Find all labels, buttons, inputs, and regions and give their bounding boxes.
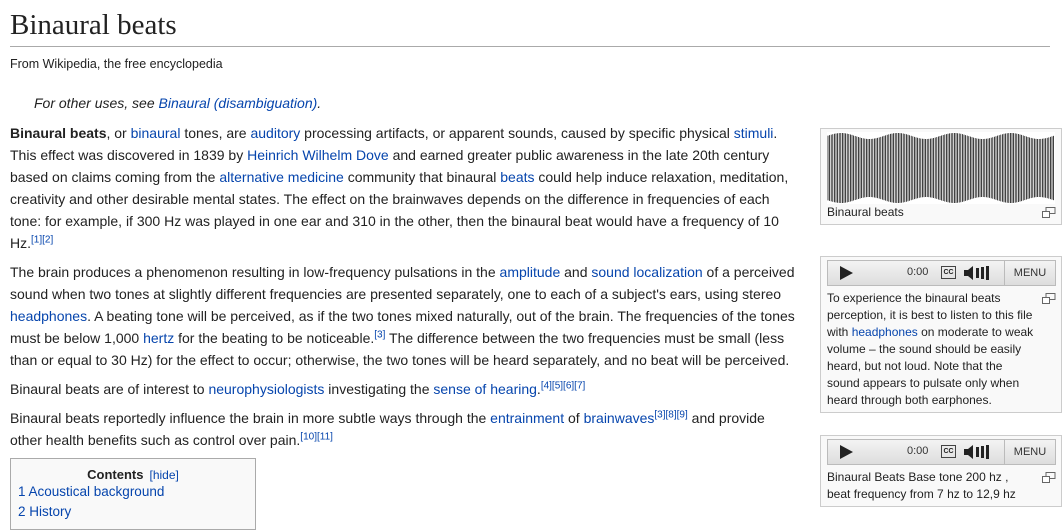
table-of-contents	[10, 458, 256, 530]
citation-ref[interactable]: [3][8][9]	[654, 409, 688, 421]
volume-icon[interactable]	[964, 444, 994, 460]
text-run: and provide other health benefits such as control over pain.	[10, 410, 765, 448]
citation-ref[interactable]: [4][5][6][7]	[540, 380, 586, 392]
wiki-link[interactable]: amplitude	[499, 264, 561, 280]
paragraph-brain	[10, 261, 800, 371]
page-title: Binaural beats	[10, 8, 1050, 47]
text-run: and earned greater public awareness in the late 20th century based on claims coming from the	[10, 147, 770, 185]
bold-term: Binaural beats	[10, 125, 107, 141]
enlarge-icon[interactable]	[1042, 472, 1056, 483]
article-body	[10, 122, 800, 458]
wiki-link[interactable]: stimuli	[733, 125, 774, 141]
hatnote	[34, 95, 321, 111]
enlarge-icon[interactable]	[1042, 207, 1056, 218]
wiki-link[interactable]: neurophysiologists	[208, 381, 325, 397]
text-run: for the beating to be noticeable.	[174, 330, 375, 346]
text-run: , or	[106, 125, 131, 141]
text-run: processing artifacts, or apparent sounds, caused by specific physical	[300, 125, 734, 141]
player-caption-2	[827, 470, 1016, 501]
citation-ref[interactable]: [1][2]	[31, 234, 54, 246]
waveform-caption: Binaural beats	[827, 205, 904, 219]
menu-button[interactable]: MENU	[1004, 261, 1055, 285]
audio-player	[827, 260, 1056, 286]
wiki-link[interactable]: binaural	[130, 125, 181, 141]
time-display: 0:00	[907, 266, 929, 278]
wiki-link[interactable]: headphones	[851, 325, 918, 339]
closed-captions-icon[interactable]: CC	[941, 445, 956, 458]
text-run: The brain produces a phenomenon resulting in low-frequency pulsations in the	[10, 264, 500, 280]
toc-item[interactable]: 1 Acoustical background	[18, 484, 165, 499]
thumb-caption	[827, 204, 1056, 221]
wiki-link[interactable]: beats	[500, 169, 535, 185]
text-run: on moderate to weak volume – the sound should be easily heard, but not loud. Note that the sound appears to pulsate only when heard through both earphones.	[827, 325, 1034, 407]
waveform-thumbnail	[820, 128, 1062, 225]
audio-player	[827, 439, 1056, 465]
text-run: To experience the binaural beats perception, it is best to listen to this file with	[827, 291, 1033, 339]
text-run: Binaural Beats Base tone 200 hz , beat frequency from 7 hz to 12,9 hz	[827, 470, 1016, 501]
text-run: The difference between the two frequencies must be small (less than or equal to 30 Hz) for the effect to occur; otherwise, the two tones will be heard separately, and no beat will be perceived.	[10, 330, 790, 368]
wiki-link[interactable]: sense of hearing	[433, 381, 537, 397]
wiki-link[interactable]: hertz	[143, 330, 175, 346]
text-run: . This effect was discovered in 1839 by	[10, 125, 778, 163]
text-run: and	[560, 264, 592, 280]
wiki-link[interactable]: headphones	[10, 308, 88, 324]
audio-player-box-2	[820, 435, 1062, 507]
text-run: could help induce relaxation, meditation, creativity and other desirable mental states. The effect on the brainwaves depends on the difference in frequencies of each tone: for example, if 300 Hz was played in one ear and 310 in the other, then the binaural beat would have a frequency of 10 Hz.	[10, 169, 789, 251]
hatnote-prefix: For other uses, see	[34, 95, 159, 111]
text-run: of a perceived sound when two tones at slightly different frequencies are presented separately, one to each of a subject's ears, using stereo	[10, 264, 795, 302]
menu-button[interactable]: MENU	[1004, 440, 1055, 464]
enlarge-icon[interactable]	[1042, 293, 1056, 304]
text-run: .	[536, 381, 541, 397]
wiki-link[interactable]: entrainment	[490, 410, 565, 426]
paragraph-interest	[10, 378, 800, 400]
wiki-link[interactable]: brainwaves	[583, 410, 655, 426]
wiki-link[interactable]: sound localization	[591, 264, 703, 280]
toc-item[interactable]: 2 History	[18, 504, 72, 519]
hatnote-suffix: .	[317, 95, 322, 111]
text-run: investigating the	[324, 381, 434, 397]
play-icon[interactable]	[840, 266, 853, 280]
toc-hide-link[interactable]: [hide]	[149, 468, 179, 482]
text-run: Binaural beats are of interest to	[10, 381, 209, 397]
waveform-image[interactable]	[827, 132, 1055, 204]
toc-header	[11, 467, 255, 482]
thumb-caption	[827, 290, 1056, 409]
audio-player-box-1	[820, 256, 1062, 413]
text-run: tones, are	[180, 125, 251, 141]
closed-captions-icon[interactable]: CC	[941, 266, 956, 279]
text-run: community that binaural	[343, 169, 501, 185]
citation-ref[interactable]: [10][11]	[300, 431, 333, 443]
wiki-link[interactable]: alternative medicine	[219, 169, 344, 185]
toc-heading: Contents	[87, 467, 144, 482]
wiki-link[interactable]: auditory	[250, 125, 301, 141]
time-display: 0:00	[907, 445, 929, 457]
volume-icon[interactable]	[964, 265, 994, 281]
text-run: of	[564, 410, 584, 426]
citation-ref[interactable]: [3]	[374, 329, 386, 341]
wiki-link[interactable]: Heinrich Wilhelm Dove	[247, 147, 389, 163]
thumb-caption	[827, 469, 1056, 503]
text-run: Binaural beats reportedly influence the brain in more subtle ways through the	[10, 410, 491, 426]
text-run: . A beating tone will be perceived, as if the two tones mixed naturally, out of the brain. The frequencies of the tones must be below 1,000	[10, 308, 795, 346]
site-subtitle: From Wikipedia, the free encyclopedia	[10, 57, 223, 71]
paragraph-influence	[10, 407, 800, 451]
play-icon[interactable]	[840, 445, 853, 459]
paragraph-intro	[10, 122, 800, 254]
disambiguation-link[interactable]: Binaural (disambiguation)	[158, 95, 318, 111]
player-caption-1	[827, 291, 1033, 407]
